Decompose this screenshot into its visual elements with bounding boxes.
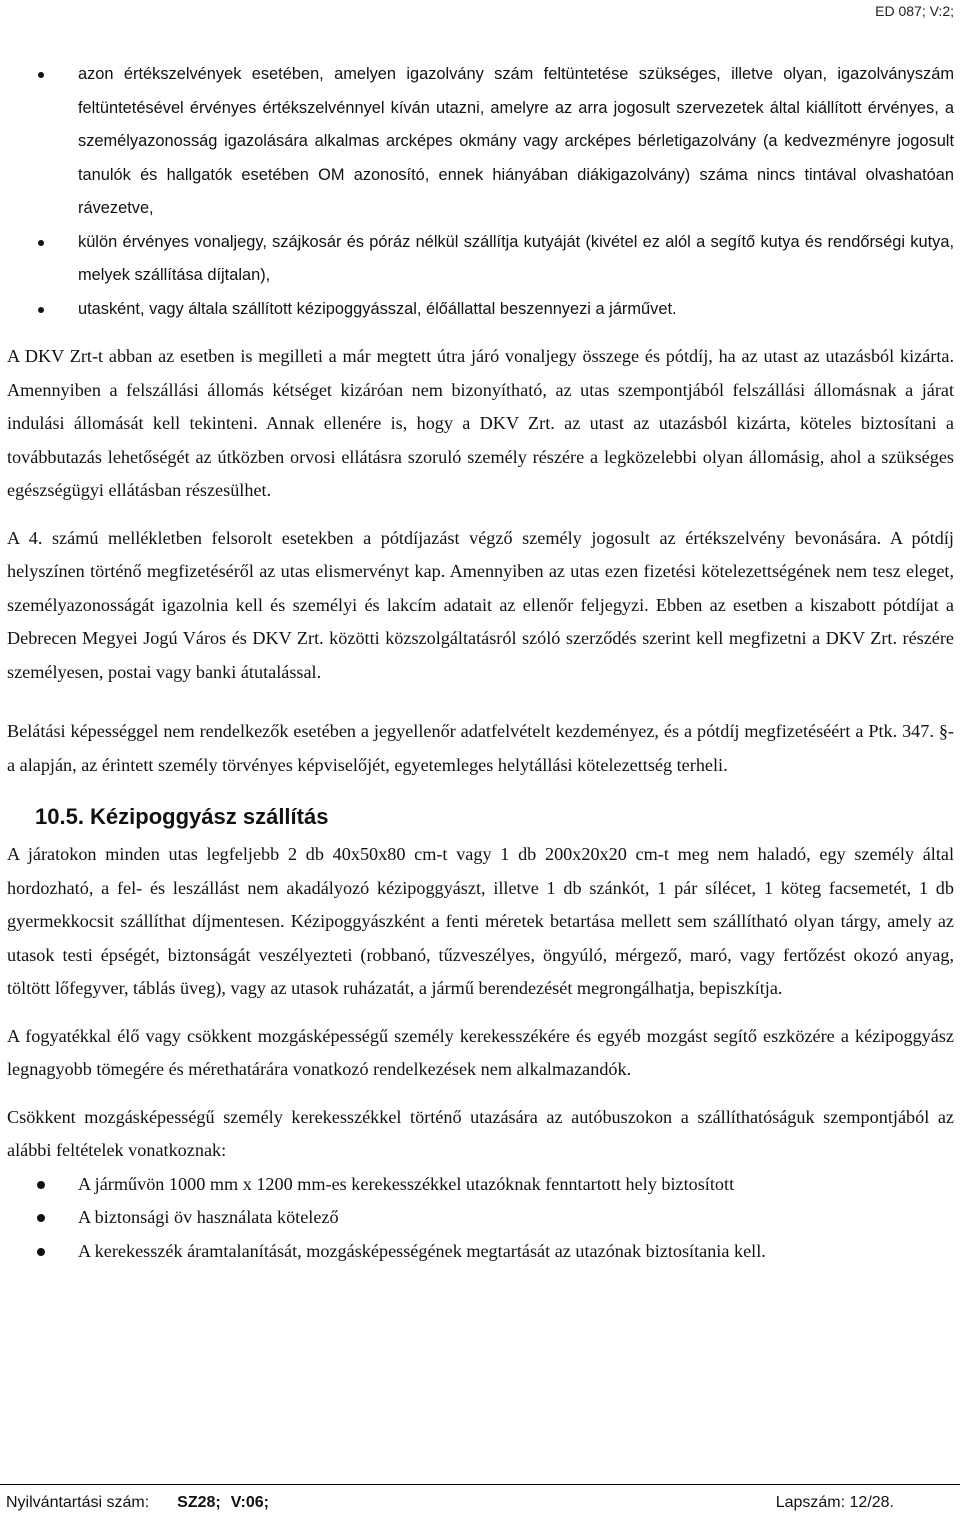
- footer-label: Nyilvántartási szám:: [6, 1494, 150, 1511]
- paragraph-luggage: A járatokon minden utas legfeljebb 2 db 40x50x80 cm-t vagy 1 db 200x20x20 cm-t meg nem haladó, egy személy által hordozható, a fel- és leszállást nem akadályozó kézipoggyászt, illetve 1 db szánkót, 1 pár sílécet, 1 köteg facsemetét, 1 db gyermekkocsit szállíthat díjmentesen. Kézipoggyászként a fenti méretek betartása mellett sem szállítható olyan tárgy, amely az utasok testi épségét, biztonságát veszélyezteti (robbanó, tűzveszélyes, öngyúló, mérgező, maró, vagy fertőzést okozó anyag, töltött lőfegyver, táblás üveg), vagy az utasok ruházatát, a jármű berendezését megrongálhatja, bepiszkítja.: [7, 844, 954, 998]
- list-item: A járművön 1000 mm x 1200 mm-es kerekesszékkel utazóknak fenntartott hely biztosított: [7, 1168, 954, 1202]
- paragraph-mobility-aids: A fogyatékkal élő vagy csökkent mozgásképességű személy kerekesszékére és egyéb mozgást segítő eszközére a kézipoggyász legnagyobb tömegére és mérethatárára vonatkozó rendelkezések nem alkalmazandók.: [7, 1025, 954, 1079]
- list-item: utasként, vagy általa szállított kézipoggyásszal, élőállattal beszennyezi a járművet.: [7, 293, 954, 327]
- document-code: ED 087; V:2;: [875, 3, 954, 19]
- footer-version: V:06;: [230, 1494, 269, 1511]
- list-item: külön érvényes vonaljegy, szájkosár és póráz nélkül szállítja kutyáját (kivétel ez alól a segítő kutya és rendőrségi kutya, melyek szállítása díjtalan),: [7, 226, 954, 293]
- list-item: A biztonsági öv használata kötelező: [7, 1201, 954, 1235]
- paragraph-exclusion: A DKV Zrt-t abban az esetben is megilleti a már megtett útra járó vonaljegy összege és pótdíj, ha az utast az utazásból kizárta. Amennyiben a felszállási állomás kétséget kizáróan nem bizonyítható, az utas szempontjából felszállási állomásnak a járat indulási állomását kell tekinteni. Annak ellenére is, hogy a DKV Zrt. az utast az utazásból kizárta, köteles biztosítani a továbbutazás lehetőségét az útközben orvosi ellátásra szoruló személy részére a legközelebbi olyan állomásig, ahol a szükséges egészségügyi ellátásban részesülhet.: [7, 346, 954, 500]
- paragraph-incapacity: Belátási képességgel nem rendelkezők esetében a jegyellenőr adatfelvételt kezdeményez, és a pótdíj megfizetéséért a Ptk. 347. §-a alapján, az érintett személy törvényes képviselőjét, egyetemleges helytállási kötelezettség terheli.: [7, 721, 954, 775]
- footer-page-number: Lapszám: 12/28.: [775, 1494, 894, 1511]
- bullet-list-wheelchair: [7, 1168, 954, 1269]
- footer-registry: [6, 1494, 269, 1512]
- footer-code: SZ28;: [177, 1494, 221, 1511]
- paragraph-surcharge: A 4. számú mellékletben felsorolt esetekben a pótdíjazást végző személy jogosult az értékszelvény bevonására. A pótdíj helyszínen történő megfizetéséről az utas elismervényt kap. Amennyiben az utas ezen fizetési kötelezettségének nem tesz eleget, személyazonosságát igazolnia kell és személyi és lakcím adatait az ellenőr feljegyzi. Ebben az esetben a kiszabott pótdíjat a Debrecen Megyei Jogú Város és DKV Zrt. közötti közszolgáltatásról szóló szerződés szerint kell megfizetni a DKV Zrt. részére személyesen, postai vagy banki átutalással.: [7, 527, 954, 682]
- section-title: 10.5. Kézipoggyász szállítás: [35, 804, 329, 829]
- page-footer: [0, 1484, 960, 1517]
- bullet-list-top: [7, 58, 954, 326]
- list-item: azon értékszelvények esetében, amelyen igazolvány szám feltüntetése szükséges, illetve olyan, igazolványszám feltüntetésével érvényes értékszelvénnyel kíván utazni, amelyre az arra jogosult szervezetek által kiállított érvényes, a személyazonosság igazolására alkalmas arcképes okmány vagy arcképes bérletigazolvány (a kedvezményre jogosult tanulók és hallgatók esetében OM azonosító, ennek hiányában diákigazolvány) száma nincs tintával olvashatóan rávezetve,: [7, 58, 954, 226]
- document-body: [7, 58, 954, 1268]
- list-item: A kerekesszék áramtalanítását, mozgásképességének megtartását az utazónak biztosítania kell.: [7, 1235, 954, 1269]
- paragraph-wheelchair-intro: Csökkent mozgásképességű személy kerekesszékkel történő utazására az autóbuszokon a szállíthatóságuk szempontjából az alábbi feltételek vonatkoznak:: [7, 1106, 954, 1160]
